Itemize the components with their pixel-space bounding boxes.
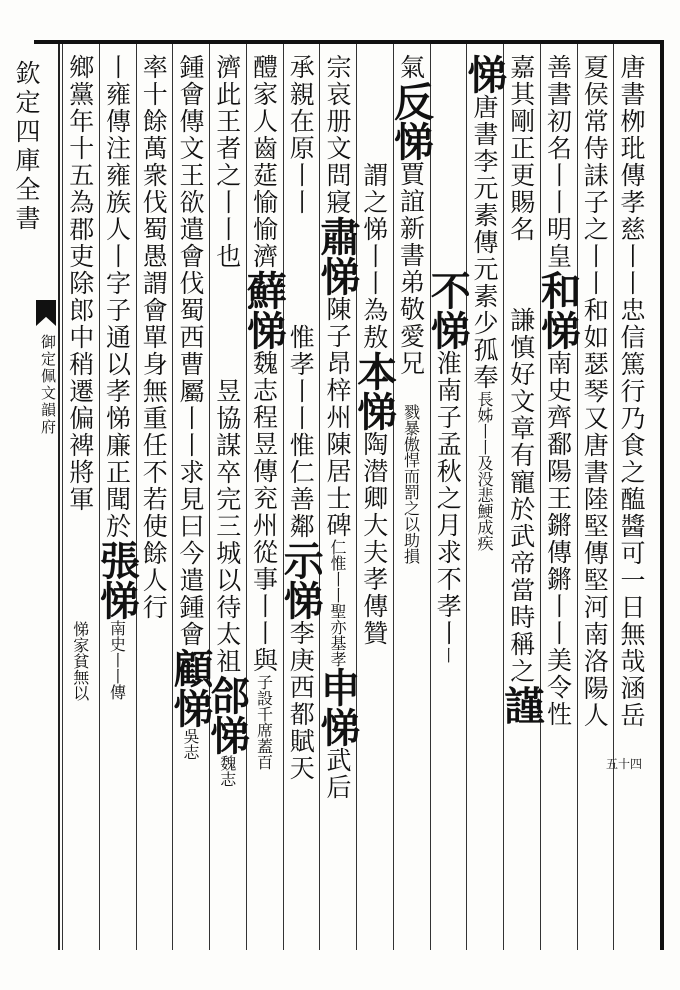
- annotation-text: 魏志: [217, 755, 237, 787]
- column-text: 唐書栁玭傳孝慈丨丨忠信篤行乃食之醢醬可一日無哉涵岳: [617, 54, 646, 729]
- column-text: 鄉黨年十五為郡吏除郎中稍遷偏裨將軍: [65, 54, 95, 513]
- page-number: 五十四: [606, 757, 643, 771]
- headword: 不悌: [424, 270, 472, 350]
- headword: 郃悌: [203, 675, 251, 755]
- column-text: 賈誼新書弟敬愛兄: [396, 161, 426, 377]
- headword: 本悌: [350, 351, 398, 431]
- column-text: [213, 270, 242, 378]
- column-text: 魏志程昱傳兖州從事丨丨與: [249, 350, 279, 674]
- margin-rule: [58, 44, 60, 950]
- column-text: 武后: [323, 747, 352, 801]
- annotation-text: 長姊丨丨及没悲鯁成疾: [475, 391, 494, 551]
- column-text: 謂之悌丨丨為敖: [359, 54, 389, 351]
- column-text: 氣: [396, 54, 426, 81]
- text-column: [167, 54, 214, 760]
- text-column: [64, 54, 97, 701]
- headword: 反悌: [387, 81, 435, 161]
- column-text: 唐書李元素傳元素少孤奉: [470, 94, 499, 391]
- text-column: [424, 54, 472, 663]
- column-text: 宗哀册文問寢: [323, 54, 352, 216]
- annotation-text: 仁惟丨丨聖亦基孝: [328, 539, 347, 667]
- headword: 張悌: [93, 540, 141, 620]
- headword: 示悌: [277, 540, 325, 620]
- column-text: 濟此王者之丨丨也: [212, 54, 242, 270]
- text-column: [138, 54, 171, 621]
- column-text: 陳子昂梓州陳居士碑: [323, 296, 352, 539]
- column-text: 李庚西都賦天: [286, 620, 316, 782]
- column-text: 陶潜卿大夫孝傳贊: [359, 431, 389, 647]
- column-text: 謙慎好文章有寵於武帝當時稱之: [506, 307, 536, 685]
- column-text: 淮南子孟秋之月求不孝丨: [433, 350, 463, 647]
- column-text: 夏侯常侍誄子之丨丨和如瑟琴又唐書陸堅傳堅河南洛陽人: [580, 54, 610, 729]
- top-border: [34, 40, 664, 44]
- headword: 和悌: [534, 270, 582, 350]
- headword: 蘚悌: [240, 270, 288, 350]
- annotation-text: 丨: [438, 647, 458, 663]
- right-border: [660, 40, 664, 950]
- text-column: [534, 54, 582, 728]
- column-text: 昱協謀卒完三城以待太祖: [212, 378, 242, 675]
- text-column: [203, 54, 251, 787]
- annotation-text: [512, 243, 531, 307]
- column-text: 嘉其剛正更賜名: [506, 54, 536, 243]
- column-text: 鍾會傳文王欲遣會伐蜀西曹屬丨丨求見曰今遣鍾會: [176, 54, 205, 648]
- column-text: [66, 513, 95, 621]
- headword: 顧悌: [167, 648, 214, 728]
- annotation-text: 戮暴傲悍而罰之以助損: [401, 404, 421, 564]
- column-text: 丨雍傳注雍族人丨字子通以孝悌廉正聞於: [102, 54, 132, 540]
- column-text: 善書初名丨丨明皇: [543, 54, 573, 270]
- book-title: 欽定四庫全書: [12, 60, 41, 234]
- column-text: 醴家人齒莚愉愉濟: [249, 54, 279, 270]
- headword: 申悌: [314, 667, 361, 747]
- section-label: 御定佩文韻府: [39, 334, 57, 436]
- headword: 肅悌: [314, 216, 361, 296]
- text-column: [240, 54, 288, 770]
- text-column: [615, 54, 648, 729]
- column-text: [433, 54, 462, 270]
- column-text: 率十餘萬衆伐蜀愚謂會單身無重任不若使餘人行: [139, 54, 169, 621]
- text-column: [350, 54, 398, 647]
- text-column: [387, 54, 435, 564]
- column-text: 承親在原丨丨 惟孝丨丨惟仁善鄰: [286, 54, 316, 540]
- annotation-text: 吳志: [181, 728, 200, 760]
- column-text: [397, 377, 426, 404]
- headword: 謹: [497, 685, 545, 725]
- fishtail-mark: [36, 300, 56, 326]
- text-column: [497, 54, 545, 725]
- text-column: [579, 54, 612, 729]
- text-column: [93, 54, 141, 700]
- annotation-text: 南史丨丨傳: [107, 620, 127, 700]
- annotation-text: 子設千席蓋百: [254, 674, 274, 770]
- text-column: [277, 54, 325, 782]
- text-column: [461, 54, 508, 551]
- column-text: 南史齊鄱陽王鏘傳鏘丨丨美令性: [543, 350, 573, 728]
- headword: 悌: [461, 54, 508, 94]
- annotation-text: 悌家貧無以: [70, 621, 90, 701]
- text-column: [314, 54, 361, 801]
